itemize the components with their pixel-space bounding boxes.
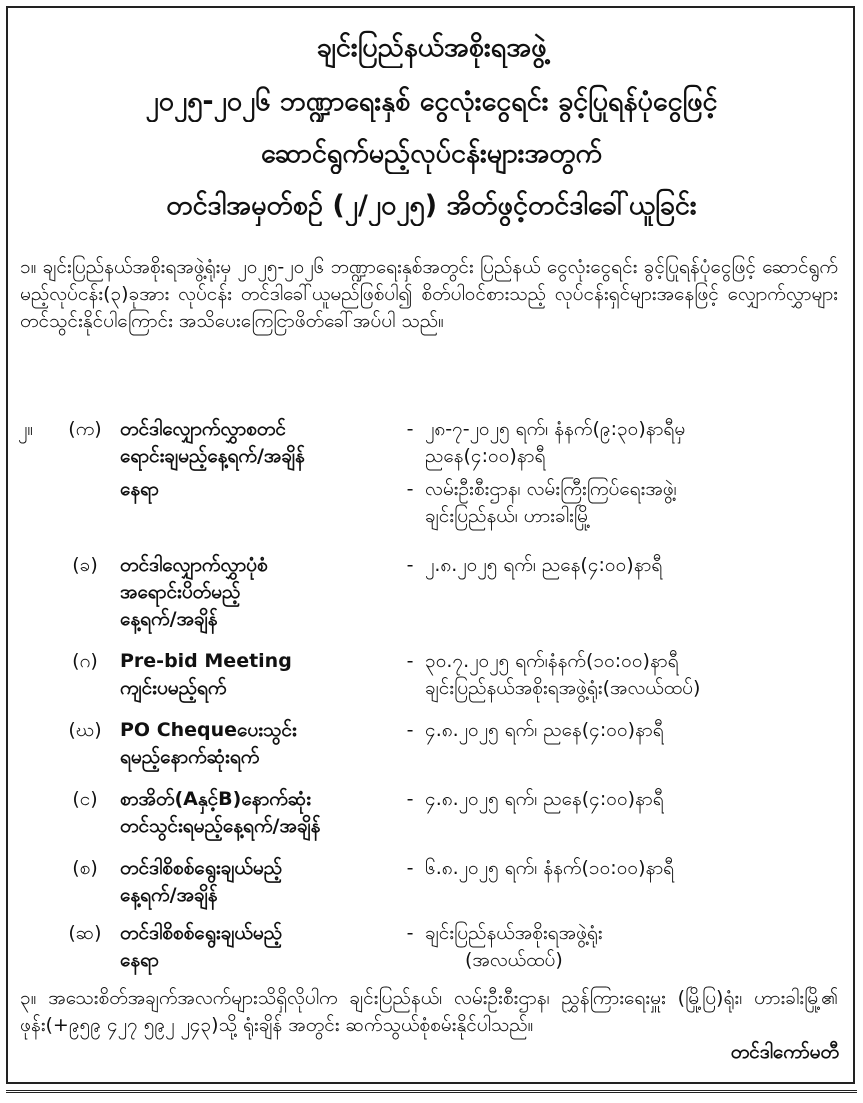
item-value: ၆.၈.၂၀၂၅ ရက်၊ နံနက်(၁၀:၀၀)နာရီ: [425, 857, 675, 879]
item-label: PO Chequeပေးသွင်း ရမည့်နောက်ဆုံးရက်: [120, 719, 297, 768]
section-2-number: ၂။: [18, 418, 34, 440]
item-dash: -: [406, 857, 414, 879]
item-value: လမ်းဦးစီးဌာန၊ လမ်းကြီးကြပ်ရေးအဖွဲ့၊ ချင်းပြည်နယ်၊ ဟားခါးမြို့: [425, 478, 677, 527]
item-dash: -: [406, 554, 414, 576]
item-value: ချင်းပြည်နယ်အစိုးရအဖွဲ့ရုံး (အလယ်ထပ်): [425, 922, 603, 971]
tender-committee-signature: တင်ဒါကော်မတီ: [730, 1041, 839, 1063]
item-label: Pre-bid Meeting ကျင်းပမည့်ရက်: [120, 650, 292, 699]
bottom-rule: [6, 1090, 857, 1093]
item-letter: (က): [68, 418, 102, 440]
title-line-4: တင်ဒါအမှတ်စဉ် (၂/၂၀၂၅) အိတ်ဖွင့်တင်ဒါခေါ်ယူခြင်း: [166, 190, 697, 221]
title-line-1: ချင်းပြည်နယ်အစိုးရအဖွဲ့: [316, 32, 547, 63]
item-letter: (ဂ): [72, 650, 98, 672]
item-label: တင်ဒါလျှောက်လွှာပုံစံ အရောင်းပိတ်မည့် နေ့ရက်/အချိန်: [120, 554, 268, 630]
item-value: ၂.၈.၂၀၂၅ ရက်၊ ညနေ(၄:၀၀)နာရီ: [425, 554, 663, 576]
item-dash: -: [406, 418, 414, 440]
item-label: စာအိတ်(Aနှင့်B)နောက်ဆုံး တင်သွင်းရမည့်နေ့ရက်/အချိန်: [120, 788, 321, 837]
item-value: ၄.၈.၂၀၂၅ ရက်၊ ညနေ(၄:၀၀)နာရီ: [425, 788, 664, 810]
item-letter: (င): [72, 788, 98, 810]
item-value: ၂၈-၇-၂၀၂၅ ရက်၊ နံနက်(၉:၃၀)နာရီမှ ညနေ(၄:၀၀)နာရီ: [425, 418, 686, 467]
item-letter: (စ): [72, 857, 98, 879]
paragraph-3: ၃။ အသေးစိတ်အချက်အလက်များသိရှိလိုပါက ချင်းပြည်နယ်၊ လမ်းဦးစီးဌာန၊ ညွှန်ကြားရေးမှူး (မြို့ပြ)ရုံး၊ ဟားခါးမြို့၏ ဖုန်း(+၉၅၉ ၄၂၇ ၅၉၂ ၂၄၃)သို့ ရုံးချိန် အတွင်း ဆက်သွယ်စုံစမ်းနိုင်ပါသည်။: [20, 987, 838, 1036]
item-dash: -: [406, 922, 414, 944]
item-label: တင်ဒါစိစစ်ရွေးချယ်မည့် နေရာ: [120, 922, 283, 971]
item-letter: (ဃ): [68, 719, 102, 741]
item-value: ၃၀.၇.၂၀၂၅ ရက်၊နံနက်(၁၀:၀၀)နာရီ ချင်းပြည်နယ်အစိုးရအဖွဲ့ရုံး(အလယ်ထပ်): [425, 650, 701, 699]
item-label: တင်ဒါလျှောက်လွှာစတင် ရောင်းချမည့်နေ့ရက်/အချိန်: [120, 418, 305, 467]
item-label: နေရာ: [120, 478, 159, 500]
item-value: ၄.၈.၂၀၂၅ ရက်၊ ညနေ(၄:၀၀)နာရီ: [425, 719, 664, 741]
title-line-3: ဆောင်ရွက်မည့်လုပ်ငန်းများအတွက်: [261, 138, 602, 169]
item-dash: -: [406, 650, 414, 672]
title-line-2: ၂၀၂၅-၂၀၂၆ ဘဏ္ဍာရေးနှစ် ငွေလုံးငွေရင်း ခွင့်ပြုရန်ပုံငွေဖြင့်: [145, 86, 718, 117]
item-dash: -: [406, 788, 414, 810]
item-label: တင်ဒါစိစစ်ရွေးချယ်မည့် နေ့ရက်/အချိန်: [120, 857, 283, 906]
item-letter: (ခ): [72, 554, 98, 576]
paragraph-1: ၁။ ချင်းပြည်နယ်အစိုးရအဖွဲ့ရုံးမှ ၂၀၂၅-၂၀၂၆ ဘဏ္ဍာရေးနှစ်အတွင်း ပြည်နယ် ငွေလုံးငွေရင်း ခွင့်ပြုရန်ပုံငွေဖြင့် ဆောင်ရွက်မည့်လုပ်ငန်း(၃)ခုအား လုပ်ငန်း တင်ဒါခေါ်ယူမည်ဖြစ်ပါ၍ စိတ်ပါဝင်စားသည့် လုပ်ငန်းရှင်များအနေဖြင့် လျှောက်လွှာများ တင်သွင်းနိုင်ပါကြောင်း အသိပေးကြေငြာဖိတ်ခေါ်အပ်ပါ သည်။: [20, 256, 838, 332]
item-dash: -: [406, 719, 414, 741]
item-letter: (ဆ): [68, 922, 102, 944]
item-dash: -: [406, 478, 414, 500]
